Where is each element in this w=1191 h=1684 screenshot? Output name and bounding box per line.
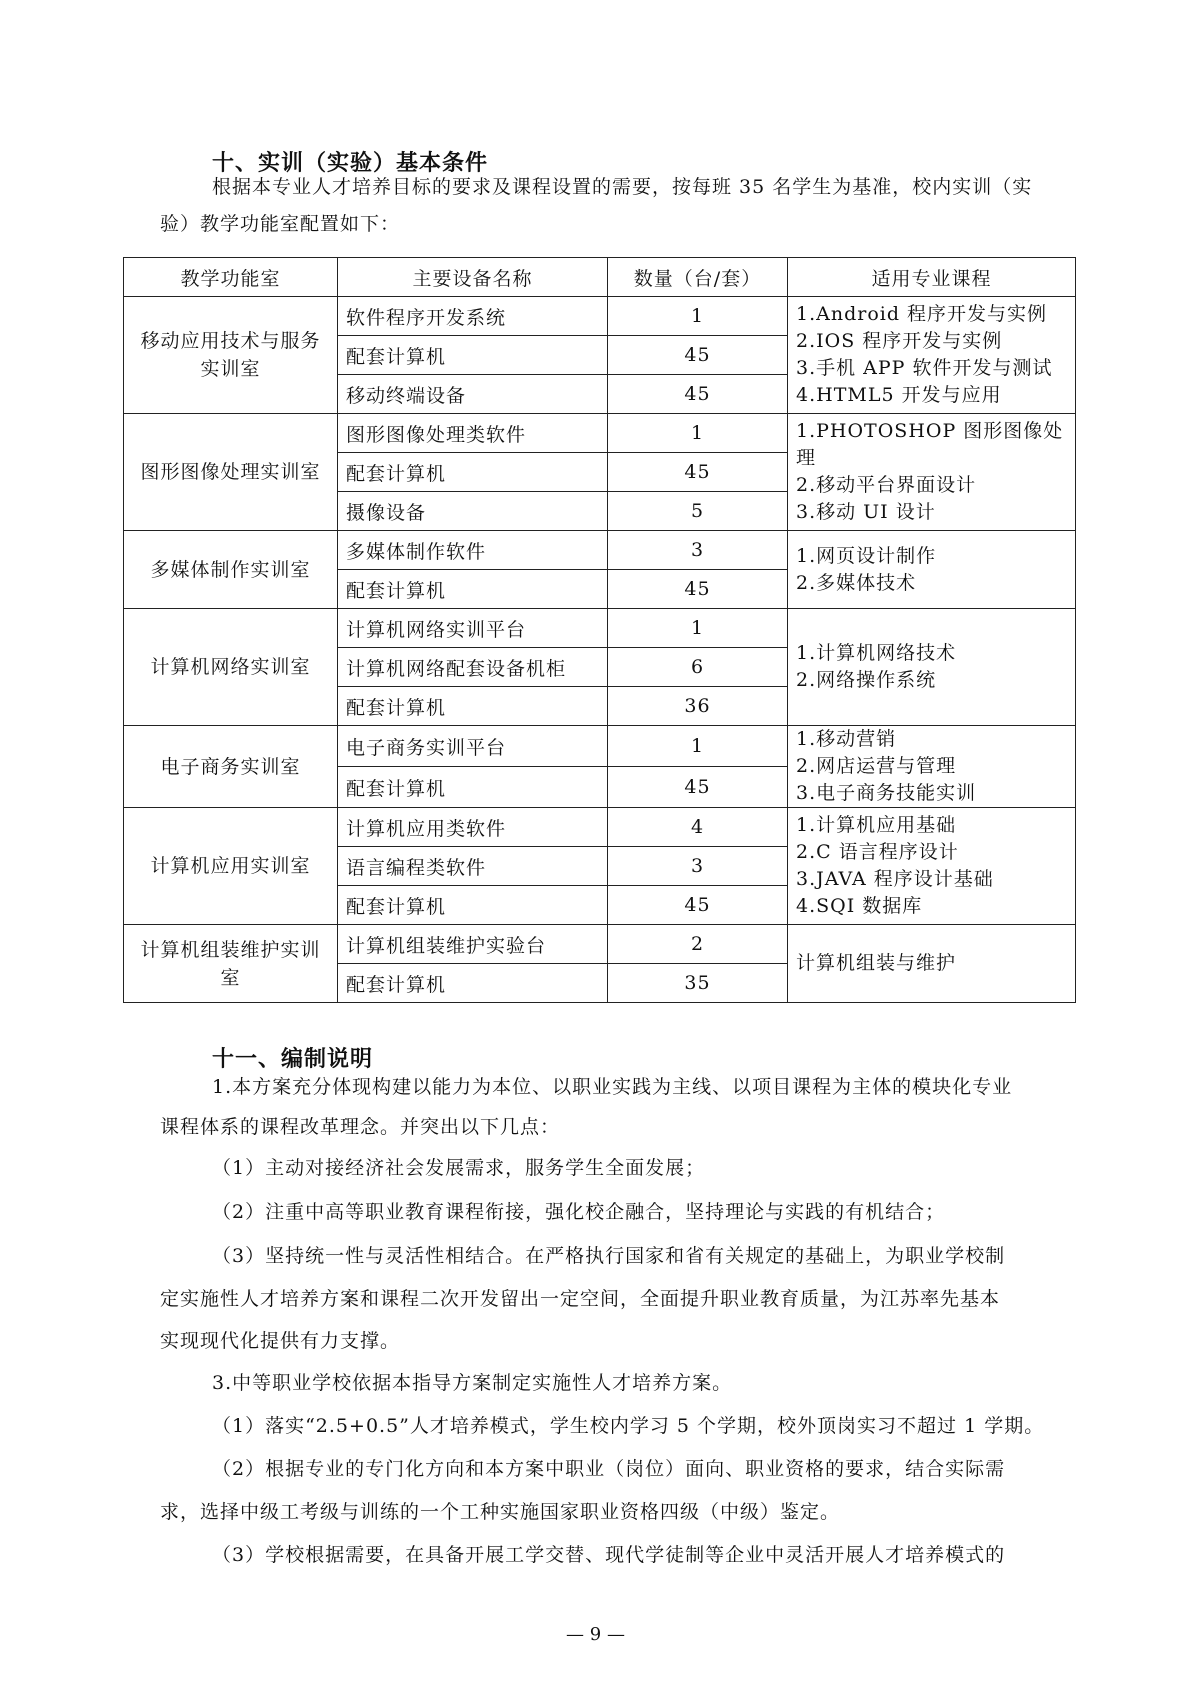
equipment-cell: 多媒体制作软件	[338, 531, 608, 570]
section-10-intro-line-2: 验）教学功能室配置如下：	[160, 213, 401, 235]
header-equipment: 主要设备名称	[338, 258, 608, 297]
room-name-cell: 计算机网络实训室	[124, 609, 338, 726]
course-item: 2.网络操作系统	[796, 669, 937, 691]
table-body	[124, 297, 1076, 1003]
room-name-cell: 计算机组装维护实训室	[124, 925, 338, 1003]
body-line: （3）学校根据需要，在具备开展工学交替、现代学徒制等企业中灵活开展人才培养模式的	[212, 1544, 1006, 1566]
section-10-heading: 十、实训（实验）基本条件	[212, 151, 489, 176]
equipment-cell: 移动终端设备	[338, 375, 608, 414]
header-courses: 适用专业课程	[788, 258, 1076, 297]
quantity-cell: 3	[608, 847, 788, 886]
course-item: 2.IOS 程序开发与实例	[796, 330, 1003, 352]
quantity-cell: 45	[608, 453, 788, 492]
equipment-cell: 软件程序开发系统	[338, 297, 608, 336]
quantity-cell: 1	[608, 726, 788, 767]
courses-cell	[788, 609, 1076, 726]
quantity-cell: 2	[608, 925, 788, 964]
equipment-cell: 计算机应用类软件	[338, 808, 608, 847]
courses-cell	[788, 414, 1076, 531]
equipment-cell: 语言编程类软件	[338, 847, 608, 886]
quantity-cell: 1	[608, 609, 788, 648]
equipment-cell: 配套计算机	[338, 767, 608, 808]
course-item: 4.SQI 数据库	[796, 895, 923, 917]
body-line: （2）根据专业的专门化方向和本方案中职业（岗位）面向、职业资格的要求，结合实际需	[212, 1458, 1006, 1480]
room-name-cell: 多媒体制作实训室	[124, 531, 338, 609]
table-row	[124, 925, 1076, 964]
quantity-cell: 36	[608, 687, 788, 726]
table-row	[124, 297, 1076, 336]
equipment-cell: 图形图像处理类软件	[338, 414, 608, 453]
course-item: 3.移动 UI 设计	[796, 501, 936, 523]
course-item: 1.Android 程序开发与实例	[796, 303, 1048, 325]
table-header-row	[124, 258, 1076, 297]
quantity-cell: 45	[608, 767, 788, 808]
room-name-cell: 图形图像处理实训室	[124, 414, 338, 531]
table-row	[124, 531, 1076, 570]
quantity-cell: 35	[608, 964, 788, 1003]
section-10-intro-line-1: 根据本专业人才培养目标的要求及课程设置的需要，按每班 35 名学生为基准，校内实训（实	[212, 176, 1033, 198]
room-name-cell: 计算机应用实训室	[124, 808, 338, 925]
body-line: 实现现代化提供有力支撑。	[160, 1330, 401, 1352]
quantity-cell: 1	[608, 297, 788, 336]
body-line: 定实施性人才培养方案和课程二次开发留出一定空间，全面提升职业教育质量，为江苏率先基本	[160, 1288, 1001, 1310]
courses-cell	[788, 531, 1076, 609]
equipment-cell: 配套计算机	[338, 964, 608, 1003]
table-row	[124, 808, 1076, 847]
equipment-cell: 配套计算机	[338, 570, 608, 609]
quantity-cell: 45	[608, 375, 788, 414]
page-number: — 9 —	[566, 1624, 625, 1645]
courses-cell	[788, 808, 1076, 925]
body-line: （3）坚持统一性与灵活性相结合。在严格执行国家和省有关规定的基础上，为职业学校制	[212, 1245, 1006, 1267]
equipment-cell: 计算机网络实训平台	[338, 609, 608, 648]
equipment-cell: 电子商务实训平台	[338, 726, 608, 767]
header-quantity: 数量（台/套）	[608, 258, 788, 297]
table-row	[124, 609, 1076, 648]
courses-cell	[788, 297, 1076, 414]
equipment-cell: 计算机组装维护实验台	[338, 925, 608, 964]
course-item: 4.HTML5 开发与应用	[796, 384, 1002, 406]
courses-cell	[788, 726, 1076, 808]
course-item: 2.网店运营与管理	[796, 755, 957, 777]
quantity-cell: 3	[608, 531, 788, 570]
room-name-cell: 移动应用技术与服务实训室	[124, 297, 338, 414]
quantity-cell: 6	[608, 648, 788, 687]
course-item: 2.C 语言程序设计	[796, 841, 959, 863]
lab-config-table	[123, 257, 1076, 1003]
equipment-cell: 配套计算机	[338, 886, 608, 925]
body-line: （1）落实“2.5+0.5”人才培养模式，学生校内学习 5 个学期，校外顶岗实习不超过 1 学期。	[212, 1415, 1045, 1437]
course-item: 计算机组装与维护	[796, 952, 957, 974]
quantity-cell: 4	[608, 808, 788, 847]
quantity-cell: 5	[608, 492, 788, 531]
quantity-cell: 1	[608, 414, 788, 453]
body-line: （2）注重中高等职业教育课程衔接，强化校企融合，坚持理论与实践的有机结合；	[212, 1201, 946, 1223]
course-item: 3.电子商务技能实训	[796, 782, 977, 804]
equipment-cell: 配套计算机	[338, 453, 608, 492]
equipment-cell: 配套计算机	[338, 336, 608, 375]
course-item: 3.手机 APP 软件开发与测试	[796, 357, 1053, 379]
room-name-cell: 电子商务实训室	[124, 726, 338, 808]
header-room: 教学功能室	[124, 258, 338, 297]
table-row	[124, 414, 1076, 453]
course-item: 1.计算机网络技术	[796, 642, 957, 664]
quantity-cell: 45	[608, 886, 788, 925]
table-row	[124, 726, 1076, 767]
body-line: （1）主动对接经济社会发展需求，服务学生全面发展；	[212, 1157, 706, 1179]
body-line: 课程体系的课程改革理念。并突出以下几点：	[160, 1116, 561, 1138]
course-item: 1.PHOTOSHOP 图形图像处理	[796, 420, 1064, 469]
body-line: 3.中等职业学校依据本指导方案制定实施性人才培养方案。	[212, 1372, 733, 1394]
course-item: 1.计算机应用基础	[796, 814, 957, 836]
quantity-cell: 45	[608, 570, 788, 609]
equipment-cell: 摄像设备	[338, 492, 608, 531]
course-item: 2.多媒体技术	[796, 571, 917, 594]
course-item: 3.JAVA 程序设计基础	[796, 868, 994, 890]
course-item: 1.网页设计制作	[796, 544, 937, 567]
course-item: 1.移动营销	[796, 728, 897, 750]
body-line: 1.本方案充分体现构建以能力为本位、以职业实践为主线、以项目课程为主体的模块化专业	[212, 1076, 1013, 1098]
section-11-heading: 十一、编制说明	[212, 1047, 374, 1072]
equipment-cell: 配套计算机	[338, 687, 608, 726]
courses-cell	[788, 925, 1076, 1003]
course-item: 2.移动平台界面设计	[796, 474, 977, 496]
body-line: 求，选择中级工考级与训练的一个工种实施国家职业资格四级（中级）鉴定。	[160, 1501, 841, 1523]
quantity-cell: 45	[608, 336, 788, 375]
equipment-cell: 计算机网络配套设备机柜	[338, 648, 608, 687]
